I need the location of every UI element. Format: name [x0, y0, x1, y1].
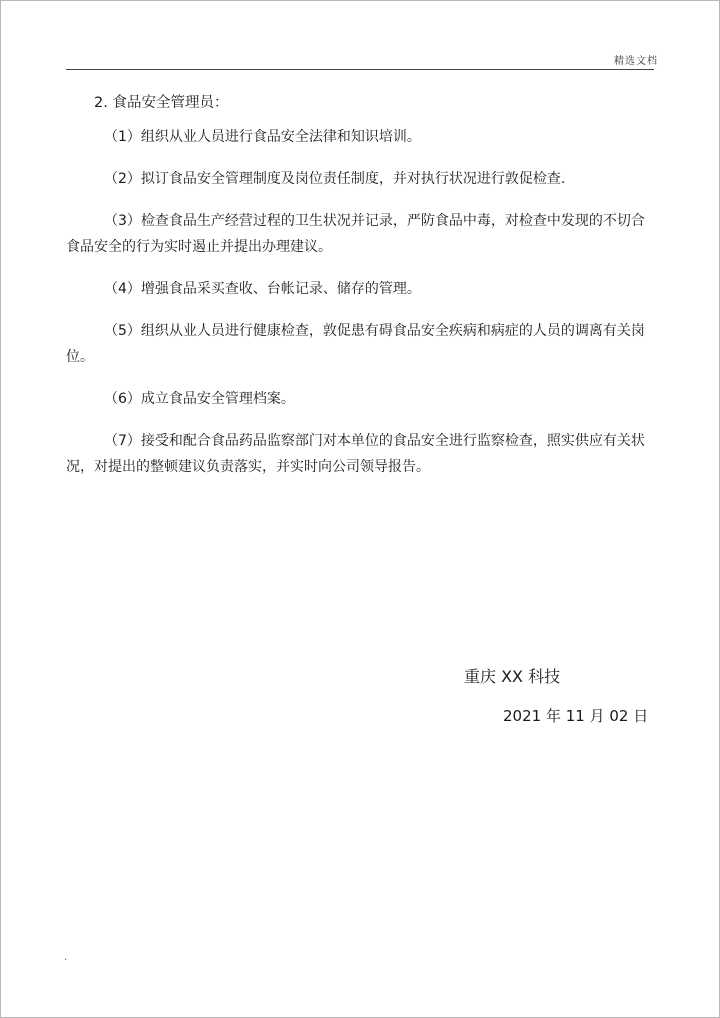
item-number: （5） — [104, 323, 141, 339]
item-text: 接受和配合食品药品监察部门对本单位的食品安全进行监察检查，照实供应有关状况，对提出的整顿建议负责落实，并实时向公司领导报告。 — [66, 433, 645, 475]
item-text: 成立食品安全管理档案。 — [140, 391, 295, 407]
list-item — [66, 386, 656, 412]
item-number: （4） — [104, 281, 141, 297]
item-text: 拟订食品安全管理制度及岗位责任制度，并对执行状况进行敦促检查. — [140, 171, 566, 187]
list-item — [66, 124, 656, 150]
signature-date: 2021 年 11 月 02 日 — [503, 707, 649, 725]
item-text: 组织从业人员进行健康检查，敦促患有碍食品安全疾病和病症的人员的调离有关岗位。 — [66, 323, 645, 365]
item-text: 组织从业人员进行食品安全法律和知识培训。 — [140, 129, 421, 145]
list-item — [66, 428, 656, 480]
list-item — [66, 166, 656, 192]
item-number: （6） — [104, 391, 141, 407]
header-label: 精选文档 — [614, 56, 658, 67]
document-body — [66, 90, 656, 496]
item-text: 检查食品生产经营过程的卫生状况并记录，严防食品中毒，对检查中发现的不切合食品安全的行为实时遏止并提出办理建议。 — [66, 213, 645, 255]
item-number: （7） — [104, 433, 141, 449]
list-item — [66, 208, 656, 260]
item-text: 增强食品采买查收、台帐记录、储存的管理。 — [140, 281, 421, 297]
section-heading: 2. 食品安全管理员： — [94, 95, 229, 111]
item-number: （1） — [104, 129, 141, 145]
signature-company: 重庆 XX 科技 — [464, 667, 561, 686]
item-number: （2） — [104, 171, 141, 187]
footer-mark: . — [64, 952, 68, 963]
item-number: （3） — [104, 213, 141, 229]
list-item — [66, 276, 656, 302]
list-item — [66, 318, 656, 370]
header-rule — [66, 69, 654, 70]
